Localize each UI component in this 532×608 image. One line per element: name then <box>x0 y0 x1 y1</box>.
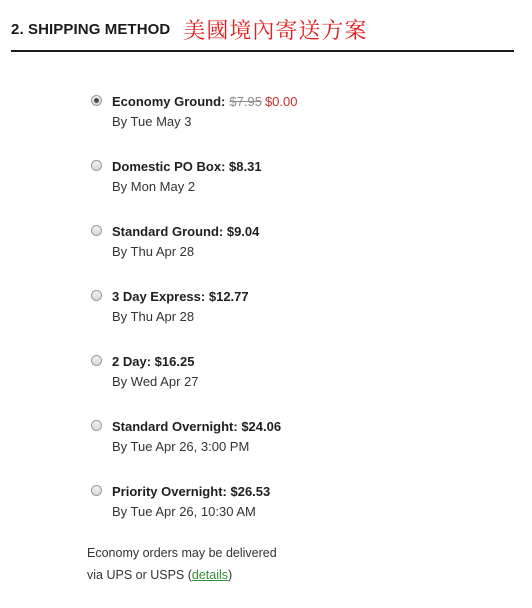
sale-price: $0.00 <box>264 94 298 109</box>
option-text <box>112 92 297 132</box>
chinese-annotation: 美國境內寄送方案 <box>183 18 368 44</box>
option-text <box>112 417 281 457</box>
option-price: $16.25 <box>154 354 195 369</box>
delivery-date: By Tue May 3 <box>112 114 192 129</box>
option-name: Domestic PO Box: <box>112 159 226 174</box>
radio-3-day-express[interactable] <box>91 290 102 301</box>
delivery-date: By Thu Apr 28 <box>112 309 195 324</box>
radio-economy-ground[interactable] <box>91 95 102 106</box>
option-price: $8.31 <box>229 159 262 174</box>
option-text <box>112 157 262 197</box>
delivery-date: By Wed Apr 27 <box>112 374 199 389</box>
option-name: 3 Day Express: <box>112 289 206 304</box>
option-name: Priority Overnight: <box>112 484 227 499</box>
option-text <box>112 482 270 522</box>
radio-priority-overnight[interactable] <box>91 485 102 496</box>
option-name: Standard Overnight: <box>112 419 238 434</box>
section-header <box>11 12 367 46</box>
radio-domestic-po-box[interactable] <box>91 160 102 171</box>
radio-standard-overnight[interactable] <box>91 420 102 431</box>
shipping-note <box>87 542 277 586</box>
delivery-date: By Mon May 2 <box>112 179 196 194</box>
option-name: 2 Day: <box>112 354 152 369</box>
note-line-1: Economy orders may be delivered <box>87 546 277 560</box>
delivery-date: By Tue Apr 26, 10:30 AM <box>112 504 256 519</box>
radio-standard-ground[interactable] <box>91 225 102 236</box>
option-price: $24.06 <box>241 419 282 434</box>
note-suffix: ) <box>228 568 233 582</box>
note-prefix: via UPS or USPS ( <box>87 568 192 582</box>
option-price: $26.53 <box>230 484 271 499</box>
option-text <box>112 222 259 262</box>
delivery-date: By Tue Apr 26, 3:00 PM <box>112 439 250 454</box>
option-price: $12.77 <box>208 289 249 304</box>
option-name: Economy Ground: <box>112 94 226 109</box>
section-title: 2. SHIPPING METHOD <box>11 20 171 38</box>
original-price: $7.95 <box>229 94 262 109</box>
details-link[interactable]: details <box>191 568 229 582</box>
option-name: Standard Ground: <box>112 224 224 239</box>
option-text <box>112 352 198 392</box>
radio-2-day[interactable] <box>91 355 102 366</box>
note-line-2 <box>87 564 277 586</box>
option-price: $9.04 <box>226 224 260 239</box>
header-divider <box>11 50 514 52</box>
delivery-date: By Thu Apr 28 <box>112 244 195 259</box>
option-text <box>112 287 249 327</box>
